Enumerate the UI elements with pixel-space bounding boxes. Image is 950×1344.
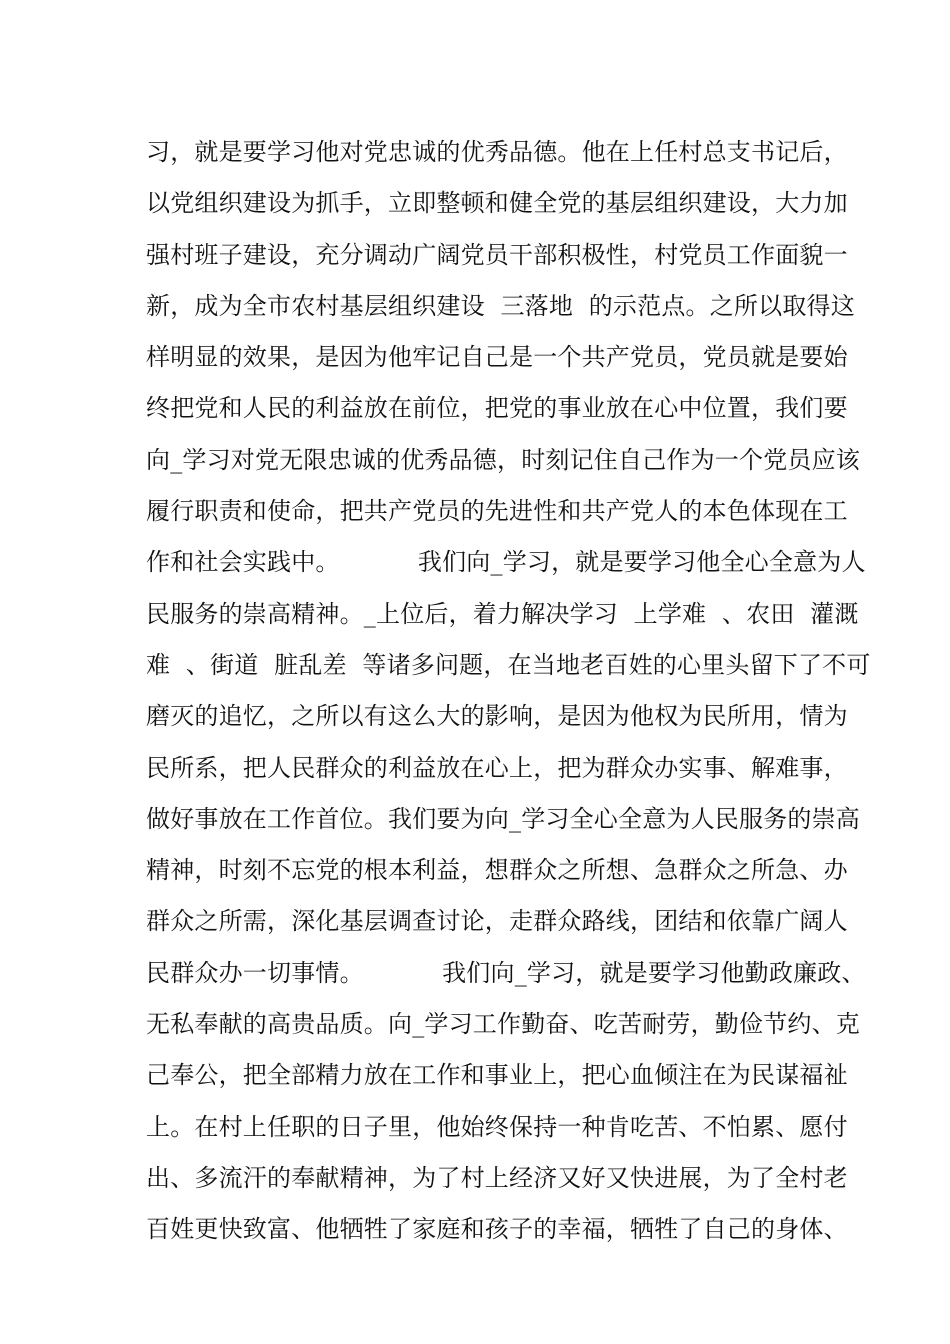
text-line: 精神，时刻不忘党的根本利益，想群众之所想、急群众之所急、办	[146, 856, 848, 885]
text-line: 作和社会实践中。 我们向_学习，就是要学习他全心全意为人	[146, 548, 866, 577]
text-line: 磨灭的追忆，之所以有这么大的影响，是因为他权为民所用，情为	[146, 702, 848, 731]
text-line: 习，就是要学习他对党忠诚的优秀品德。他在上任村总支书记后，	[146, 138, 848, 166]
text-line: 民服务的崇高精神。_上位后，着力解决学习 上学难 、农田 灌溉	[146, 599, 859, 628]
text-line: 以党组织建设为抓手，立即整顿和健全党的基层组织建设，大力加	[146, 189, 848, 218]
text-line: 终把党和人民的利益放在前位，把党的事业放在心中位置，我们要	[146, 394, 848, 423]
text-line: 强村班子建设，充分调动广阔党员干部积极性，村党员工作面貌一	[146, 240, 848, 269]
text-line: 己奉公，把全部精力放在工作和事业上，把心血倾注在为民谋福祉	[146, 1061, 848, 1090]
text-line: 样明显的效果，是因为他牢记自己是一个共产党员，党员就是要始	[146, 343, 848, 372]
text-line: 履行职责和使命，把共产党员的先进性和共产党人的本色体现在工	[146, 497, 848, 526]
text-line: 民所系，把人民群众的利益放在心上，把为群众办实事、解难事，	[146, 753, 848, 782]
text-line: 无私奉献的高贵品质。向_学习工作勤奋、吃苦耐劳，勤俭节约、克	[146, 1010, 860, 1039]
text-line: 出、多流汗的奉献精神，为了村上经济又好又快进展，为了全村老	[146, 1163, 848, 1192]
body-text	[146, 127, 871, 1256]
text-line: 群众之所需，深化基层调查讨论，走群众路线，团结和依靠广阔人	[146, 907, 848, 936]
text-line: 百姓更快致富、他牺牲了家庭和孩子的幸福，牺牲了自己的身体、	[146, 1215, 848, 1244]
text-line: 向_学习对党无限忠诚的优秀品德，时刻记住自己作为一个党员应该	[146, 445, 860, 474]
text-line: 难 、街道 脏乱差 等诸多问题，在当地老百姓的心里头留下了不可	[146, 650, 871, 679]
text-line: 做好事放在工作首位。我们要为向_学习全心全意为人民服务的崇高	[146, 804, 860, 833]
text-line: 新，成为全市农村基层组织建设 三落地 的示范点。之所以取得这	[146, 291, 855, 320]
text-line: 民群众办一切事情。 我们向_学习，就是要学习他勤政廉政、	[146, 958, 866, 987]
text-line: 上。在村上任职的日子里，他始终保持一种肯吃苦、不怕累、愿付	[146, 1112, 848, 1141]
